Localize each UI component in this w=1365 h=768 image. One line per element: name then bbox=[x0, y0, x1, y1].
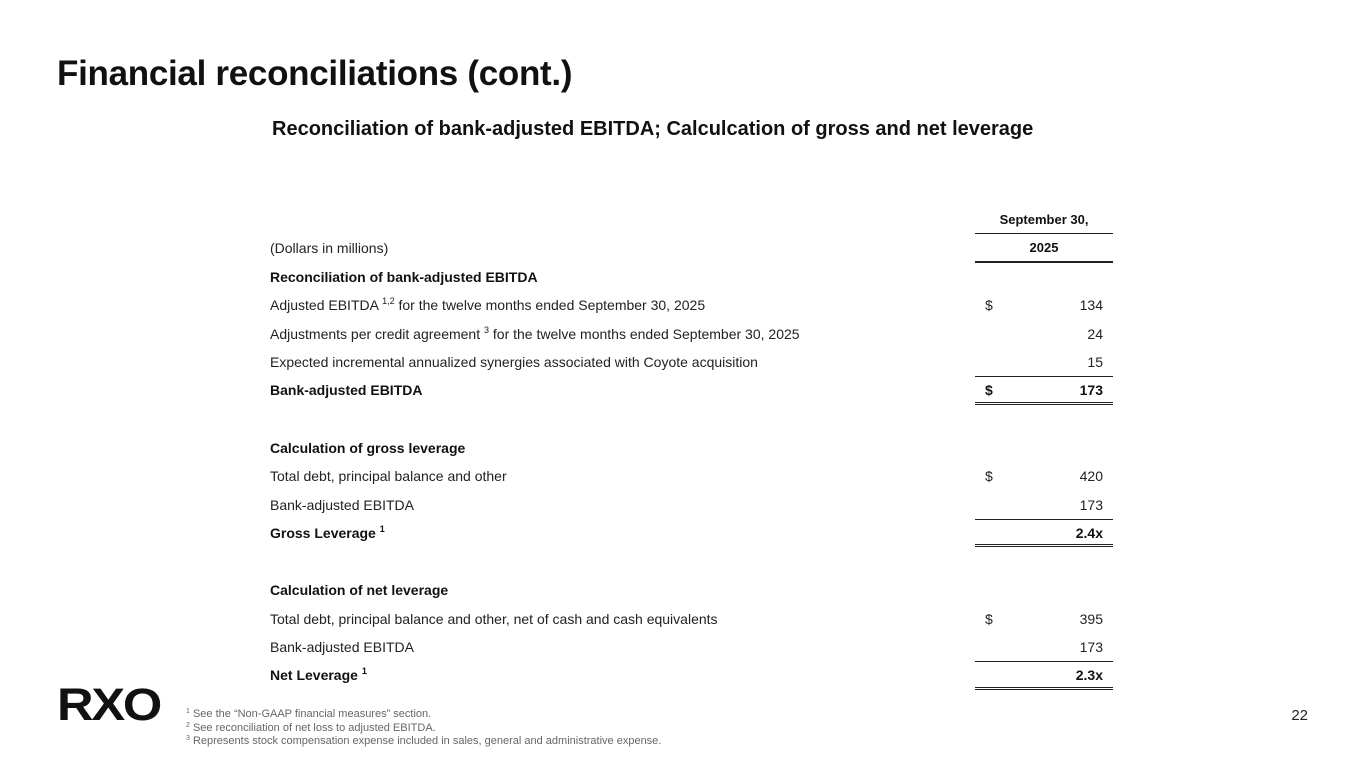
table-header-period-row bbox=[270, 206, 1113, 234]
svg-text:RXO: RXO bbox=[57, 683, 161, 725]
row-label: Bank-adjusted EBITDA bbox=[270, 496, 414, 513]
footnote: $^1$ See the “Non-GAAP financial measures” section. bbox=[186, 708, 432, 720]
table-row bbox=[270, 491, 1113, 519]
footnotes bbox=[186, 708, 661, 749]
section-heading-row bbox=[270, 576, 1113, 604]
footnote-ref: 1,2 bbox=[382, 296, 395, 307]
row-value: 134 bbox=[1079, 297, 1103, 314]
row-label: Expected incremental annualized synergies associated with Coyote acquisition bbox=[270, 353, 758, 370]
total-value: 2.4x bbox=[1075, 524, 1103, 541]
table-title: Reconciliation of bank-adjusted EBITDA; Calculcation of gross and net leverage bbox=[272, 118, 1034, 140]
footnote: $^3$ Represents stock compensation expense included in sales, general and administrative expense. bbox=[186, 735, 662, 747]
page-number: 22 bbox=[1291, 707, 1308, 724]
row-value: 173 bbox=[1079, 639, 1103, 656]
total-row bbox=[270, 661, 1113, 689]
row-label: Bank-adjusted EBITDA bbox=[270, 639, 414, 656]
footnote-ref: 3 bbox=[484, 324, 490, 335]
total-label: Bank-adjusted EBITDA bbox=[270, 382, 423, 399]
row-value: 15 bbox=[1087, 353, 1103, 370]
currency-symbol: $ bbox=[985, 382, 993, 399]
section-heading-row bbox=[270, 263, 1113, 291]
financial-table bbox=[270, 206, 1113, 690]
table-row bbox=[270, 605, 1113, 633]
section-heading-row bbox=[270, 434, 1113, 462]
row-label: Adjusted EBITDA $^{1,2}$ for the twelve months ended September 30, 2025 bbox=[270, 296, 706, 314]
row-value: 173 bbox=[1079, 496, 1103, 513]
currency-symbol: $ bbox=[985, 468, 993, 485]
total-label: Net Leverage $^1$ bbox=[270, 666, 367, 684]
rxo-logo bbox=[57, 683, 161, 725]
total-label: Gross Leverage $^1$ bbox=[270, 523, 385, 541]
footnote-ref: 1 bbox=[379, 523, 385, 534]
row-value: 395 bbox=[1079, 610, 1103, 627]
total-value: 2.3x bbox=[1075, 667, 1103, 684]
total-row bbox=[270, 376, 1113, 404]
column-header-period: September 30, bbox=[999, 212, 1089, 227]
column-header-year: 2025 bbox=[1029, 240, 1059, 256]
section-heading: Reconciliation of bank-adjusted EBITDA bbox=[270, 268, 538, 285]
total-value: 173 bbox=[1079, 382, 1103, 399]
total-row bbox=[270, 519, 1113, 547]
footnote: $^2$ See reconciliation of net loss to adjusted EBITDA. bbox=[186, 721, 436, 734]
row-value: 420 bbox=[1079, 468, 1103, 485]
table-row bbox=[270, 291, 1113, 319]
row-label: Total debt, principal balance and other, net of cash and cash equivalents bbox=[270, 610, 718, 627]
section-heading: Calculation of gross leverage bbox=[270, 439, 466, 456]
row-label: Adjustments per credit agreement $^3$ for the twelve months ended September 30, 2025 bbox=[270, 324, 800, 342]
units-label: (Dollars in millions) bbox=[270, 240, 389, 257]
table-row bbox=[270, 348, 1113, 376]
table-row bbox=[270, 462, 1113, 490]
row-value: 24 bbox=[1087, 325, 1103, 342]
row-label: Total debt, principal balance and other bbox=[270, 468, 507, 485]
table-row bbox=[270, 633, 1113, 661]
currency-symbol: $ bbox=[985, 610, 993, 627]
currency-symbol: $ bbox=[985, 297, 993, 314]
table-row bbox=[270, 320, 1113, 348]
table-header-year-row bbox=[270, 234, 1113, 262]
footnote-ref: 1 bbox=[361, 666, 367, 677]
slide-title: Financial reconciliations (cont.) bbox=[57, 54, 573, 93]
section-heading: Calculation of net leverage bbox=[270, 582, 449, 599]
